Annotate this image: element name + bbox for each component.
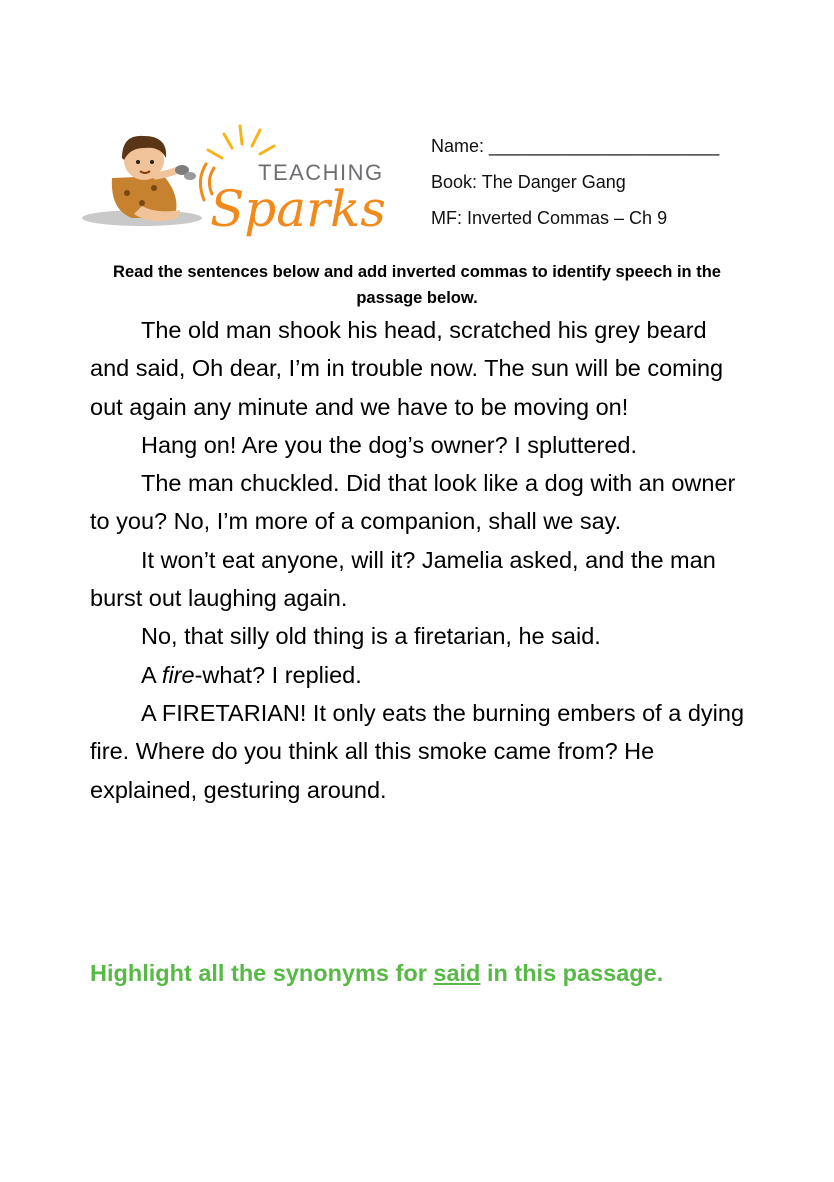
task-after: in this passage. bbox=[480, 960, 664, 986]
task-underlined-word: said bbox=[433, 960, 481, 986]
name-label: Name: bbox=[431, 136, 485, 156]
passage-paragraph-4: It won’t eat anyone, will it? Jamelia asked, and the man burst out laughing again. bbox=[90, 546, 716, 612]
passage-paragraph-3: The man chuckled. Did that look like a dog with an owner to you? No, I’m more of a companion, shall we say. bbox=[90, 470, 736, 535]
mf-label: MF: Inverted Commas – Ch 9 bbox=[431, 208, 668, 228]
p6-end: -what? I replied. bbox=[194, 661, 362, 688]
task-before: Highlight all the synonyms for bbox=[90, 960, 434, 986]
passage bbox=[90, 311, 750, 809]
p6-start: A bbox=[141, 661, 162, 688]
passage-paragraph-5: No, that silly old thing is a firetarian, he said. bbox=[141, 623, 601, 650]
caveman-logo-graphic bbox=[82, 118, 392, 240]
book-title: Book: The Danger Gang bbox=[431, 172, 626, 192]
logo-teaching-text: TEACHING bbox=[258, 160, 384, 185]
passage-paragraph-2: Hang on! Are you the dog’s owner? I spluttered. bbox=[141, 431, 638, 458]
passage-paragraph-7: A FIRETARIAN! It only eats the burning embers of a dying fire. Where do you think all this smoke came from? He explained, gesturing around. bbox=[90, 699, 745, 803]
logo-sparks-text: Sparks bbox=[210, 180, 386, 238]
p6-italic-word: fire bbox=[161, 661, 195, 688]
highlight-task bbox=[90, 960, 663, 987]
teaching-sparks-logo bbox=[82, 118, 392, 240]
passage-paragraph-1: The old man shook his head, scratched his grey beard and said, Oh dear, I’m in trouble now. The sun will be coming out again any minute and we have to be moving on! bbox=[90, 317, 724, 420]
name-line bbox=[431, 128, 719, 164]
worksheet-header bbox=[431, 128, 719, 236]
name-field[interactable]: _______________________ bbox=[489, 136, 720, 156]
passage-paragraph-6 bbox=[90, 656, 750, 694]
instruction-text: Read the sentences below and add inverted commas to identify speech in the passage below. bbox=[113, 263, 721, 307]
